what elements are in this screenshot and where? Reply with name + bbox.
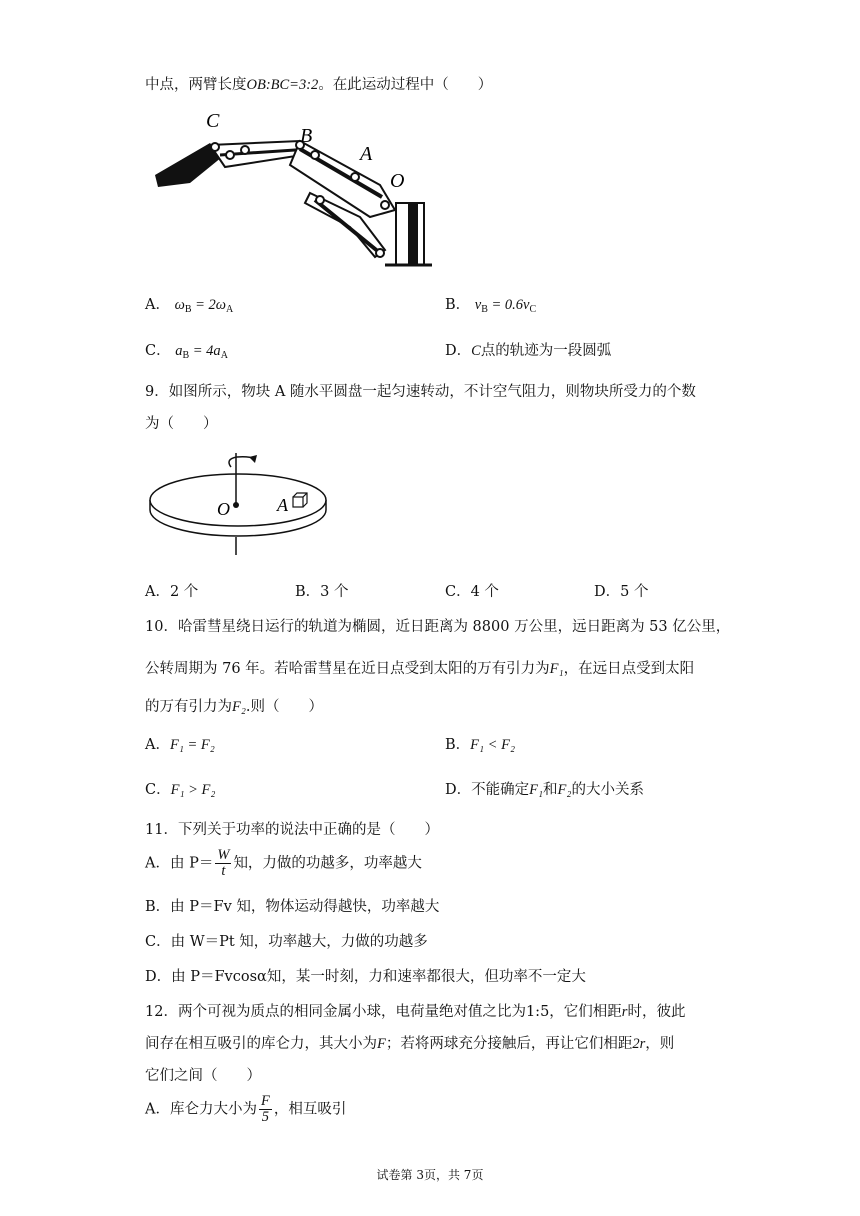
q11-option-d: D．由 P＝Fvcosα知，某一时刻，力和速率都很大，但功率不一定大: [145, 969, 586, 985]
q8-intro-tail: 。在此运动过程中（ ）: [318, 77, 493, 93]
fraction-num: W: [217, 847, 230, 863]
q12-text: 12．两个可视为质点的相同金属小球，电荷量绝对值之比为: [145, 1004, 526, 1020]
option-f2: F₂: [557, 782, 572, 798]
q11-option-a: [145, 848, 422, 879]
fraction-den: t: [221, 863, 226, 880]
option-text: ，相互吸引: [273, 1101, 347, 1118]
q10-text: ，在远日点受到太阳: [563, 661, 695, 677]
q12-text: 时，彼此: [627, 1004, 686, 1020]
q12-option-a: [145, 1094, 346, 1125]
q8-option-d: [445, 339, 611, 360]
option-var: C: [471, 343, 481, 359]
q8-intro-text: 中点，两臂长度: [145, 77, 247, 93]
fig-label-B: B: [300, 125, 313, 147]
option-f1: F₁: [529, 782, 544, 798]
fig-label-O: O: [217, 499, 230, 519]
q9-option-c: C．4 个: [445, 584, 499, 600]
q9-line2: 为（ ）: [145, 416, 218, 432]
q10-text: 的万有引力为: [145, 699, 232, 715]
option-expr: F₁ < F₂: [470, 737, 515, 753]
q10-text: 公转周期为 76 年。若哈雷彗星在近日点受到太阳的万有引力为: [145, 661, 550, 677]
q12-f: F: [377, 1036, 386, 1052]
fig-label-A: A: [360, 143, 373, 165]
page-footer: 试卷第 3页，共 7页: [376, 1168, 484, 1182]
q8-option-a: A． $\omega_B = 2\omega_A$: [145, 297, 234, 315]
q9-option-b: B．3 个: [295, 584, 349, 600]
q10-line1: 10．哈雷彗星绕日运行的轨道为椭圆，近日距离为 8800 万公里，远日距离为 53 亿公里，: [145, 619, 731, 635]
q10-option-b: [445, 733, 515, 754]
q11-stem: 11．下列关于功率的说法中正确的是（ ）: [145, 822, 439, 838]
option-label: C．: [145, 343, 171, 359]
option-text: A．由 P＝: [145, 855, 214, 872]
q12-text: ，它们相距: [549, 1004, 622, 1020]
fig-label-O: O: [390, 170, 405, 192]
q12-line1: [145, 1000, 685, 1021]
q8-intro-line: [145, 73, 492, 94]
q12-ratio: 1:5: [525, 1004, 550, 1020]
q8-option-b: B． $v_B = 0.6v_C$: [445, 297, 537, 315]
q10-line3: [145, 695, 323, 716]
fraction-den: 5: [261, 1109, 270, 1126]
option-text: 点的轨迹为一段圆弧: [480, 343, 612, 359]
q10-f2: F₂: [232, 699, 246, 715]
q12-text: ，则: [645, 1036, 675, 1052]
option-label: D．: [445, 343, 472, 359]
option-label: B．: [445, 737, 471, 753]
q9-option-a: A．2 个: [145, 584, 199, 600]
option-label: C．: [145, 782, 171, 798]
q9-option-d: D．5 个: [594, 584, 649, 600]
option-text: 知，力做的功越多，功率越大: [233, 855, 422, 872]
q10-f1: F₁: [549, 661, 564, 677]
q8-option-c: C． $a_B = 4a_A$: [145, 343, 228, 361]
option-label: B．: [445, 297, 471, 313]
option-label: A．: [145, 297, 170, 313]
excavator-arm-figure: [150, 105, 440, 275]
fraction-f-over-5: [259, 1094, 272, 1125]
q8-ratio: OB:BC=3:2: [246, 77, 319, 93]
q10-option-d: [445, 778, 644, 799]
option-text: A．库仑力大小为: [145, 1101, 257, 1118]
fraction-num: F: [260, 1093, 270, 1109]
option-expr: F₁ > F₂: [170, 782, 216, 798]
option-text: 的大小关系: [571, 782, 644, 798]
q10-option-c: [145, 778, 215, 799]
q12-line3: 它们之间（ ）: [145, 1068, 261, 1084]
option-text: 不能确定: [471, 782, 530, 798]
option-text: 和: [543, 782, 558, 798]
option-expr: F₁ = F₂: [169, 737, 215, 753]
fig-label-C: C: [206, 110, 220, 132]
q10-text: .则（ ）: [245, 699, 324, 715]
option-label: A．: [145, 737, 170, 753]
q11-option-c: C．由 W＝Pt 知，功率越大，力做的功越多: [145, 934, 428, 950]
q10-line2: [145, 657, 694, 678]
fig-label-A: A: [277, 495, 288, 515]
q12-r: r: [621, 1004, 628, 1020]
option-label: D．: [445, 782, 472, 798]
rotating-disk-figure: [145, 445, 335, 560]
q12-line2: [145, 1032, 674, 1053]
q12-text: ；若将两球充分接触后，再让它们相距: [385, 1036, 633, 1052]
q11-option-b: B．由 P＝Fv 知，物体运动得越快，功率越大: [145, 899, 440, 915]
q9-line1: 9．如图所示，物块 A 随水平圆盘一起匀速转动，不计空气阻力，则物块所受力的个数: [145, 384, 696, 400]
fraction-w-over-t: [215, 848, 231, 879]
q10-option-a: [145, 733, 215, 754]
q12-text: 间存在相互吸引的库仑力，其大小为: [145, 1036, 377, 1052]
q12-2r: 2r: [632, 1036, 646, 1052]
